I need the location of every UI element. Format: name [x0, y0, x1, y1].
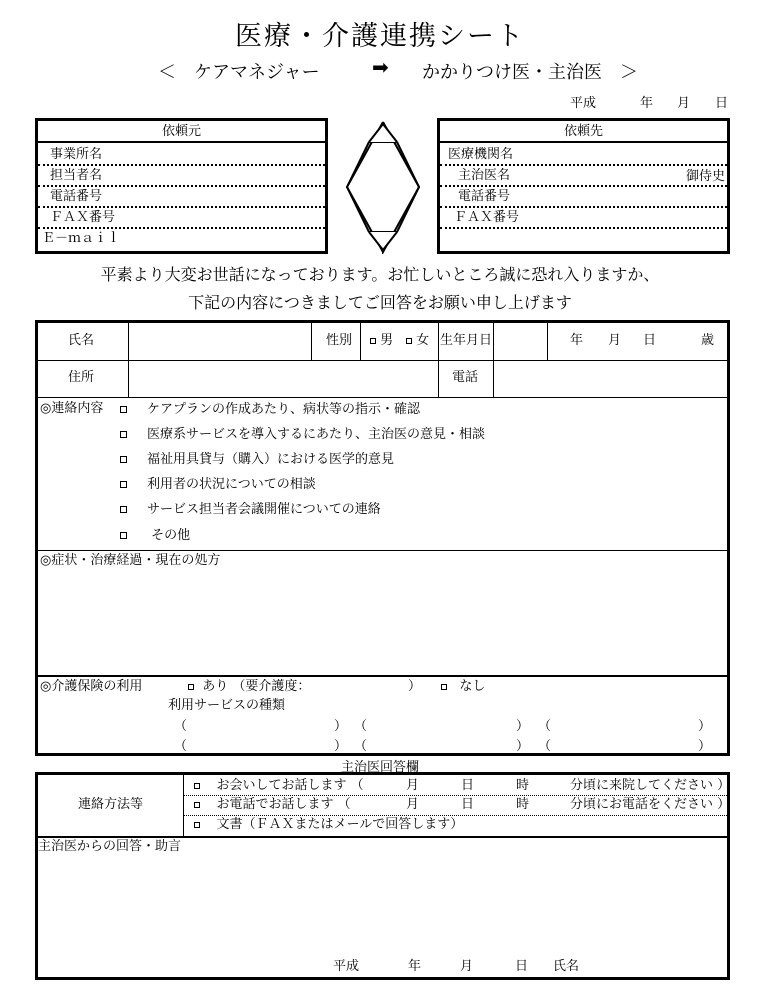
insurance-yes-close: ）	[408, 679, 422, 694]
reply-form	[35, 772, 730, 980]
contact-item-5-label: サービス担当者会議開催についての連絡	[147, 502, 381, 517]
symptoms-label: ◎症状・治療経過・現在の処方	[40, 553, 221, 568]
honorific-label: 御侍史	[685, 169, 725, 184]
insurance-yes-checkbox[interactable]	[188, 684, 194, 690]
contact-checkbox-3[interactable]	[120, 456, 127, 463]
advice-textarea[interactable]	[42, 859, 722, 949]
phone-input[interactable]	[498, 365, 723, 391]
service-6-close: ）	[698, 739, 712, 754]
contact-item-4[interactable]	[120, 476, 316, 494]
requester-staff-field[interactable]: 担当者名	[38, 166, 325, 187]
contact-item-6[interactable]	[120, 527, 190, 545]
phone-tail: 分頃にお電話をください ）	[570, 797, 731, 812]
name-label: 氏名	[68, 333, 95, 348]
contact-item-2-label: 医療系サービスを導入するにあたり、主治医の意見・相談	[147, 427, 486, 442]
recipient-phone-field[interactable]: 電話番号	[440, 187, 727, 208]
insurance-yes-option[interactable]	[188, 677, 310, 697]
reply-section-title: 主治医回答欄	[340, 760, 419, 775]
service-3-close: ）	[698, 719, 712, 734]
female-label: 女	[416, 333, 430, 348]
sign-day: 日	[515, 959, 529, 974]
request-form	[35, 320, 730, 756]
service-2-close: ）	[516, 719, 530, 734]
phone-hour: 時	[516, 797, 530, 812]
visit-tail: 分頃に来院してください ）	[570, 778, 731, 793]
insurance-no-option[interactable]	[441, 677, 485, 697]
sign-year: 年	[408, 959, 422, 974]
contact-checkbox-4[interactable]	[120, 481, 127, 488]
birth-year: 年	[570, 333, 584, 348]
contact-checkbox-6[interactable]	[120, 532, 127, 539]
contact-item-1-label: ケアプランの作成あたり、病状等の指示・確認	[147, 402, 421, 417]
symptoms-textarea[interactable]	[42, 573, 722, 671]
contact-item-4-label: 利用者の状況についての相談	[147, 477, 316, 492]
service-6-open: （	[538, 739, 552, 754]
female-checkbox[interactable]	[406, 338, 412, 344]
recipient-fax-field[interactable]: ＦＡＸ番号	[440, 208, 727, 229]
sex-male-option[interactable]	[370, 331, 393, 351]
service-4-close: ）	[334, 739, 348, 754]
address-input[interactable]	[138, 365, 438, 391]
date-day: 日	[715, 96, 729, 111]
sign-name-label: 氏名	[553, 959, 580, 974]
insurance-label: ◎介護保険の利用	[40, 679, 143, 694]
phone-day: 日	[461, 797, 475, 812]
date-month: 月	[677, 96, 691, 111]
service-4-open: （	[174, 739, 188, 754]
birth-month: 月	[608, 333, 622, 348]
method-label: 連絡方法等	[78, 797, 144, 812]
requester-box	[35, 118, 328, 254]
visit-hour: 時	[516, 778, 530, 793]
visit-checkbox[interactable]	[194, 783, 200, 789]
sign-era: 平成	[333, 959, 360, 974]
contact-item-5[interactable]	[120, 501, 381, 519]
date-era: 平成	[570, 96, 597, 111]
visit-day: 日	[461, 778, 475, 793]
page-title: 医療・介護連携シート	[235, 21, 525, 52]
subtitle-from: ＜ ケアマネジャー	[158, 62, 320, 83]
contact-item-3-label: 福祉用具貸与（購入）における医学的意見	[147, 452, 395, 467]
sign-month: 月	[460, 959, 474, 974]
arrow-right-icon: ➡	[372, 55, 389, 79]
service-5-open: （	[354, 739, 368, 754]
method-option-phone[interactable]	[194, 795, 351, 815]
recipient-clinic-field[interactable]: 医療機関名	[440, 145, 727, 166]
method-option-visit[interactable]	[194, 776, 364, 796]
phone-month: 月	[406, 797, 420, 812]
method-option-document[interactable]	[194, 815, 463, 835]
requester-phone-field[interactable]: 電話番号	[38, 187, 325, 208]
insurance-no-label: なし	[459, 679, 486, 694]
subtitle-to: かかりつけ医・主治医 ＞	[422, 62, 638, 83]
contact-checkbox-5[interactable]	[120, 506, 127, 513]
service-1-close: ）	[334, 719, 348, 734]
intro-line-2: 下記の内容につきましてご回答をお願い申し上げます	[188, 293, 572, 312]
service-3-open: （	[538, 719, 552, 734]
document-checkbox[interactable]	[194, 822, 200, 828]
contact-item-1[interactable]	[120, 401, 420, 419]
name-input[interactable]	[138, 329, 310, 353]
service-1-open: （	[174, 719, 188, 734]
recipient-box	[437, 118, 730, 254]
double-arrow-icon	[345, 120, 421, 254]
requester-fax-field[interactable]: ＦＡＸ番号	[38, 208, 325, 229]
contact-label: ◎連絡内容	[40, 401, 104, 416]
requester-email-field[interactable]: Ｅ－ｍａｉｌ	[42, 231, 121, 246]
male-checkbox[interactable]	[370, 338, 376, 344]
contact-item-3[interactable]	[120, 451, 394, 469]
age-label: 歳	[701, 333, 715, 348]
recipient-doctor-field[interactable]: 主治医名	[440, 166, 727, 187]
male-label: 男	[380, 333, 394, 348]
services-label: 利用サービスの種類	[168, 698, 286, 713]
visit-month: 月	[406, 778, 420, 793]
recipient-heading: 依頼先	[440, 121, 727, 143]
phone-option-label: お電話でお話します （	[216, 797, 351, 812]
document-label: 文書（ＦＡＸまたはメールで回答します）	[216, 817, 464, 832]
date-year: 年	[640, 96, 654, 111]
intro-line-1: 平素より大変お世話になっております。お忙しいところ誠に恐れ入りますか、	[100, 265, 660, 284]
service-5-close: ）	[516, 739, 530, 754]
birth-label: 生年月日	[440, 333, 493, 348]
insurance-yes-label: あり （要介護度：	[202, 679, 311, 694]
birth-day: 日	[643, 333, 657, 348]
phone-checkbox[interactable]	[194, 802, 200, 808]
address-label: 住所	[68, 370, 95, 385]
advice-label: 主治医からの回答・助言	[38, 839, 182, 854]
phone-label: 電話	[452, 370, 479, 385]
contact-checkbox-2[interactable]	[120, 431, 127, 438]
contact-item-2[interactable]	[120, 426, 485, 444]
sign-name-input[interactable]	[590, 955, 720, 977]
requester-office-field[interactable]: 事業所名	[38, 145, 325, 166]
sex-label: 性別	[326, 333, 353, 348]
requester-heading: 依頼元	[38, 121, 325, 143]
insurance-no-checkbox[interactable]	[441, 684, 447, 690]
contact-checkbox-1[interactable]	[120, 406, 127, 413]
service-2-open: （	[354, 719, 368, 734]
sex-female-option[interactable]	[406, 331, 429, 351]
visit-label: お会いしてお話します （	[216, 778, 364, 793]
contact-item-6-label: その他	[147, 528, 191, 543]
